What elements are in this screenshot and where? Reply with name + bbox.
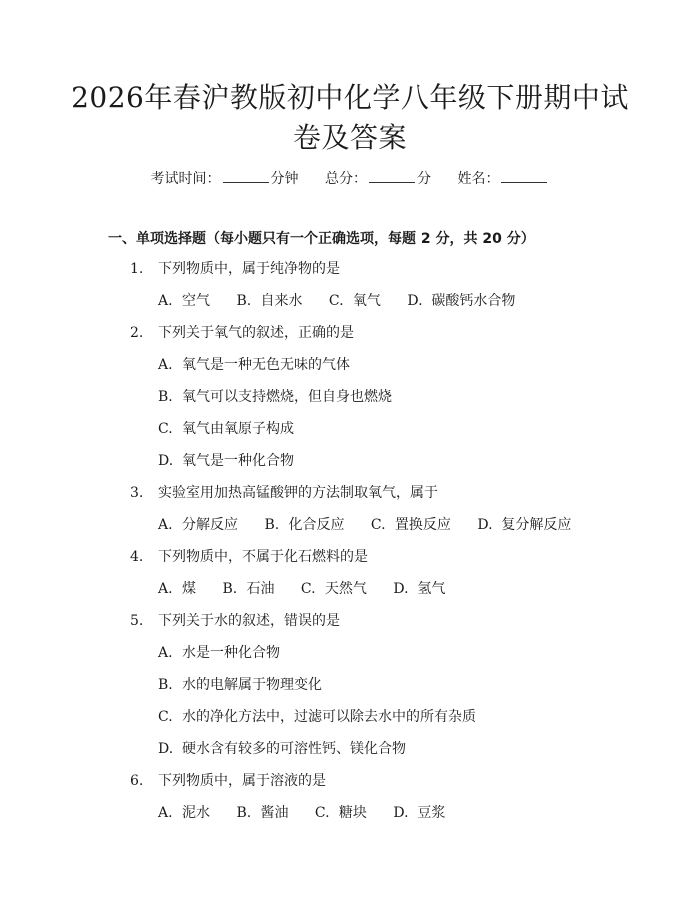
option-a <box>158 643 280 663</box>
option-text: 分解反应 <box>182 517 238 533</box>
exam-time-blank <box>223 168 269 183</box>
option-c <box>301 579 367 599</box>
question-number: 6. <box>130 773 144 789</box>
option-letter: A. <box>158 357 173 373</box>
question-text: 下列物质中，不属于化石燃料的是 <box>158 549 368 565</box>
option-text: 置换反应 <box>394 517 451 533</box>
option-a <box>158 291 210 311</box>
option-text: 氧气是一种化合物 <box>182 453 294 469</box>
total-score-blank <box>369 168 415 183</box>
page-title <box>60 78 640 158</box>
option-letter: B. <box>264 517 280 533</box>
student-name-label: 姓名： <box>457 171 500 187</box>
option-text: 泥水 <box>182 805 210 821</box>
question-1 <box>130 259 340 279</box>
section-heading: 一、单项选择题（每小题只有一个正确选项，每题 2 分，共 20 分） <box>108 231 535 247</box>
option-d <box>158 451 294 471</box>
option-a <box>158 515 238 535</box>
question-1-options <box>158 291 537 311</box>
option-text: 氧气由氧原子构成 <box>182 421 294 437</box>
question-number: 1. <box>130 261 144 277</box>
option-letter: A. <box>158 645 173 661</box>
option-letter: B. <box>222 581 238 597</box>
option-text: 氧气是一种无色无味的气体 <box>182 357 350 373</box>
question-6-options <box>158 803 467 823</box>
exam-time-label: 考试时间： <box>150 171 221 187</box>
option-letter: D. <box>158 741 174 757</box>
option-c <box>158 707 476 727</box>
option-letter: C. <box>328 293 344 309</box>
total-score-field <box>325 168 431 189</box>
option-a <box>158 579 196 599</box>
option-text: 水的电解属于物理变化 <box>182 677 322 693</box>
option-letter: C. <box>314 805 330 821</box>
question-text: 实验室用加热高锰酸钾的方法制取氧气，属于 <box>158 485 438 501</box>
option-b <box>236 291 302 311</box>
option-text: 豆浆 <box>417 805 446 821</box>
option-text: 糖块 <box>338 805 367 821</box>
total-score-label: 总分： <box>325 171 367 187</box>
option-letter: A. <box>158 293 173 309</box>
question-number: 5. <box>130 613 144 629</box>
student-name-field <box>457 168 549 189</box>
option-a <box>158 803 210 823</box>
title-line-1: 2026年春沪教版初中化学八年级下册期中试 <box>71 81 629 114</box>
option-text: 酱油 <box>260 805 289 821</box>
question-4 <box>130 547 368 567</box>
option-letter: C. <box>158 709 173 725</box>
exam-info-line <box>0 168 700 189</box>
question-5 <box>130 611 340 631</box>
question-text: 下列物质中，属于纯净物的是 <box>158 261 340 277</box>
exam-time-field <box>151 168 299 189</box>
option-c <box>158 419 294 439</box>
question-4-options <box>158 579 467 599</box>
option-d <box>393 579 445 599</box>
option-letter: D. <box>393 805 409 821</box>
option-text: 氧气可以支持燃烧，但自身也燃烧 <box>182 389 392 405</box>
option-text: 天然气 <box>324 581 367 597</box>
option-text: 碳酸钙水合物 <box>431 293 516 309</box>
option-text: 氧气 <box>352 293 381 309</box>
option-b <box>158 387 392 407</box>
option-letter: B. <box>236 293 252 309</box>
option-text: 复分解反应 <box>501 517 572 533</box>
option-text: 化合反应 <box>288 517 345 533</box>
option-text: 水是一种化合物 <box>182 645 280 661</box>
option-b <box>236 803 288 823</box>
question-number: 4. <box>130 549 144 565</box>
option-b <box>264 515 344 535</box>
option-b <box>158 675 322 695</box>
question-text: 下列关于水的叙述，错误的是 <box>158 613 340 629</box>
option-letter: C. <box>158 421 173 437</box>
question-number: 2. <box>130 325 144 341</box>
option-d <box>407 291 515 311</box>
question-6 <box>130 771 326 791</box>
question-2 <box>130 323 354 343</box>
question-3 <box>130 483 438 503</box>
option-letter: A. <box>158 581 173 597</box>
student-name-blank <box>501 168 547 183</box>
option-d <box>158 739 406 759</box>
option-letter: A. <box>158 805 173 821</box>
question-number: 3. <box>130 485 144 501</box>
question-text: 下列关于氧气的叙述，正确的是 <box>158 325 354 341</box>
option-letter: C. <box>300 581 316 597</box>
option-text: 水的净化方法中，过滤可以除去水中的所有杂质 <box>182 709 476 725</box>
option-letter: D. <box>393 581 409 597</box>
option-letter: B. <box>158 389 173 405</box>
option-text: 空气 <box>182 293 210 309</box>
option-b <box>222 579 274 599</box>
total-score-unit: 分 <box>417 171 431 187</box>
option-letter: A. <box>158 517 173 533</box>
option-c <box>329 291 381 311</box>
option-text: 硬水含有较多的可溶性钙、镁化合物 <box>182 741 406 757</box>
option-a <box>158 355 350 375</box>
option-letter: D. <box>158 453 174 469</box>
option-text: 石油 <box>246 581 275 597</box>
option-text: 煤 <box>182 581 196 597</box>
option-letter: B. <box>236 805 252 821</box>
option-letter: C. <box>370 517 386 533</box>
option-c <box>315 803 367 823</box>
exam-time-unit: 分钟 <box>270 171 299 187</box>
option-text: 自来水 <box>260 293 303 309</box>
option-c <box>371 515 451 535</box>
question-3-options <box>158 515 593 535</box>
option-d <box>477 515 571 535</box>
option-d <box>393 803 445 823</box>
option-letter: D. <box>477 517 493 533</box>
option-letter: D. <box>407 293 423 309</box>
title-line-2: 卷及答案 <box>292 121 407 154</box>
option-letter: B. <box>158 677 173 693</box>
question-text: 下列物质中，属于溶液的是 <box>158 773 326 789</box>
option-text: 氢气 <box>417 581 446 597</box>
